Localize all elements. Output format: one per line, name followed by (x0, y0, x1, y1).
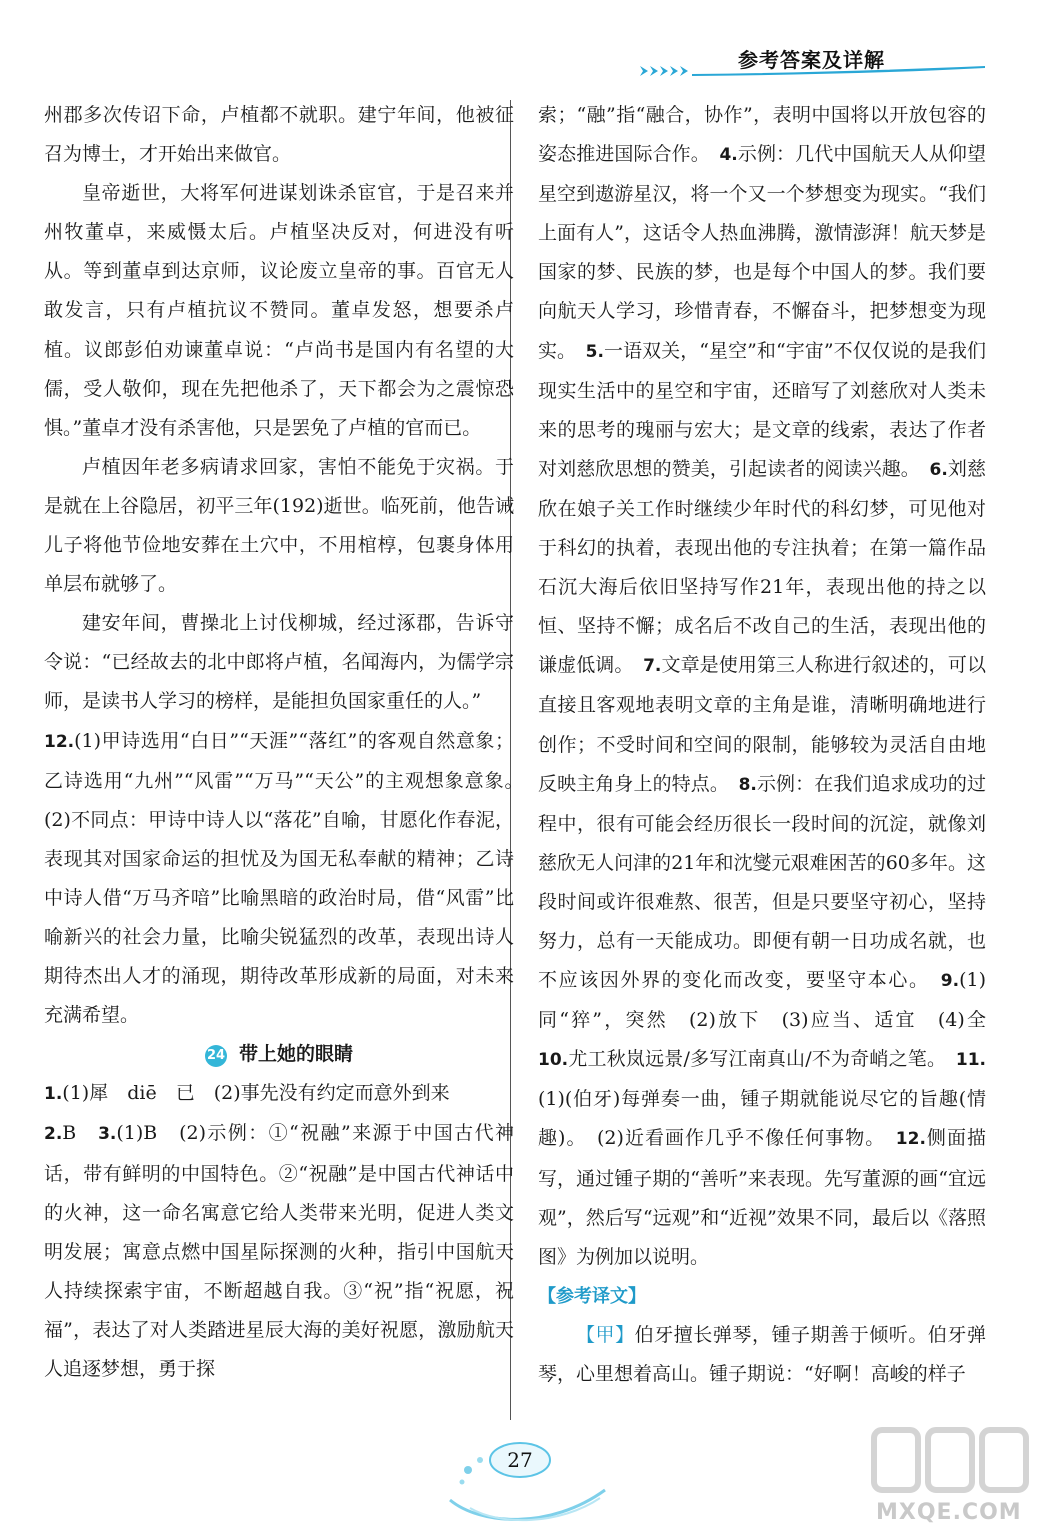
reference-translation-label: 【参考译文】 (538, 1285, 646, 1307)
answer-6-text: 刘慈欣在娘子关工作时继续少年时代的科幻梦，可见他对于科幻的执着，表现出他的专注执着；在第一篇作品石沉大海后依旧坚持写作21年，表现出他的持之以恒、坚持不懈；成名后不改自己的生活，表现出他的谦虚低调。 (538, 457, 986, 677)
answer-5-number: 5. (585, 341, 604, 362)
left-paragraph-3: 卢植因年老多病请求回家，害怕不能免于灾祸。于是就在上谷隐居，初平三年(192)逝世。临死前，他告诫儿子将他节俭地安葬在土穴中，不用棺椁，包裹身体用单层布就够了。 (44, 455, 514, 596)
answer-2-number: 2. (44, 1124, 63, 1145)
answer-1 (44, 1074, 514, 1114)
answer-3-text: (1)B (2)示例：①“祝融”来源于中国古代神话，带有鲜明的中国特色。②“祝融”是中国古代神话中的火神，这一命名寓意它给人类带来光明，促进人类文明发展；寓意点燃中国星际探测的火种，指引中国航天人持续探索宇宙，不断超越自我。③“祝”指“祝愿，祝福”，表达了对人类踏进星辰大海的美好祝愿，激励航天人追逐梦想，勇于探 (44, 1122, 514, 1380)
section-heading (44, 1035, 514, 1074)
answer-8-number: 8. (738, 774, 757, 795)
answer-7-text: 文章是使用第三人称进行叙述的，可以直接且客观地表明文章的主角是谁，清晰明确地进行创作；不受时间和空间的限制，能够较为灵活自由地反映主角身上的特点。 (538, 654, 986, 795)
answer-7-number: 7. (643, 656, 662, 677)
answer-4-number: 4. (719, 145, 738, 166)
answer-12 (44, 722, 534, 1036)
right-column (538, 96, 986, 1394)
page-number: 27 (507, 1448, 533, 1472)
translation-tag-jia: 【甲】 (576, 1323, 635, 1346)
answer-3-continued: 索；“融”指“融合，协作”，表明中国将以开放包容的姿态推进国际合作。 (538, 104, 986, 166)
answer-5-text: 一语双关，“星空”和“宇宙”不仅仅说的是我们现实生活中的星空和宇宙，还暗写了刘慈欣对人类未来的思考的瑰丽与宏大；是文章的线索，表达了作者对刘慈欣思想的赞美，引起读者的阅读兴趣。 (538, 339, 986, 480)
answer-6-number: 6. (929, 459, 948, 480)
left-paragraph-1: 州郡多次传诏下命，卢植都不就职。建宁年间，他被征召为博士，才开始出来做官。 (44, 104, 514, 166)
left-paragraph-2: 皇帝逝世，大将军何进谋划诛杀宦官，于是召来并州牧董卓，来威慑太后。卢植坚决反对，何进没有听从。等到董卓到达京师，议论废立皇帝的事。百官无人敢发言，只有卢植抗议不赞同。董卓发怒，想要杀卢植。议郎彭伯劝谏董卓说：“卢尚书是国内有名望的大儒，受人敬仰，现在先把他杀了，天下都会为之震惊恐惧。”董卓才没有杀害他，只是罢免了卢植的官而已。 (44, 182, 514, 439)
answer-10-text: 尤工秋岚远景/多写江南真山/不为奇峭之笔。 (568, 1048, 937, 1071)
answer-1-text: (1)犀 diē 已 (2)事先没有约定而意外到来 (62, 1082, 450, 1105)
answer-3-number: 3. (98, 1124, 117, 1145)
answer-12-text: (1)甲诗选用“白日”“天涯”“落红”的客观自然意象；乙诗选用“九州”“风雷”“万马”“天公”的主观想象意象。 (2)不同点：甲诗中诗人以“落花”自喻，甘愿化作春泥，表现其对国家命运的担忧及为国无私奉献的精神；乙诗中诗人借“万马齐喑”比喻黑暗的政治时局，借“风雷”比喻新兴的社会力量，比喻尖锐猛烈的改革，表现出诗人期待杰出人才的涌现，期待改革形成新的局面，对未来充满希望。 (44, 729, 534, 1027)
answer-12b-number: 12. (895, 1129, 926, 1150)
left-column (44, 96, 534, 1389)
left-paragraph-4: 建安年间，曹操北上讨伐柳城，经过涿郡，告诉守令说：“已经故去的北中郎将卢植，名闻海内，为儒学宗师，是读书人学习的榜样，是能担负国家重任的人。” (44, 612, 514, 713)
page-header (0, 0, 1051, 100)
answer-11-text: (1)(伯牙)每弹奏一曲，锺子期就能说尽它的旨趣(情趣)。 (2)近看画作几乎不像任何事物。 (538, 1088, 986, 1150)
answer-2-3 (44, 1114, 514, 1389)
answer-8-text: 示例：在我们追求成功的过程中，很有可能会经历很长一段时间的沉淀，就像刘慈欣无人问津的21年和沈燮元艰难困苦的60多年。这段时间或许很难熬、很苦，但是只要坚守初心，坚持努力，总有一天能成功。即便有朝一日功成名就，也不应该因外界的变化而改变，要坚守本心。 (538, 772, 986, 992)
section-number-badge: 24 (205, 1045, 227, 1067)
translation-paragraph (538, 1316, 986, 1394)
translation-text: 伯牙擅长弹琴，锺子期善于倾听。伯牙弹琴，心里想着高山。锺子期说：“好啊！高峻的样子 (538, 1323, 986, 1385)
answer-1-number: 1. (44, 1084, 63, 1105)
reference-translation-heading (538, 1277, 986, 1316)
watermark-text: MXQE.COM (876, 1500, 1022, 1525)
header-title: 参考答案及详解 (738, 48, 885, 72)
answer-2-text: B (62, 1122, 77, 1145)
answer-10-number: 10. (538, 1050, 569, 1071)
answer-12b-text: 侧面描写，通过锺子期的“善听”来表现。先写董源的画“宜远观”，然后写“远观”和“近视”效果不同，最后以《落照图》为例加以说明。 (538, 1127, 986, 1268)
answer-12-number: 12. (44, 731, 75, 752)
answer-9-number: 9. (940, 971, 960, 992)
answer-9-text: (1)同“猝”，突然 (2)放下 (3)应当、适宜 (4)全 (538, 969, 986, 1032)
section-title: 带上她的眼睛 (238, 1043, 353, 1066)
answer-4-text: 示例：几代中国航天人从仰望星空到遨游星汉，将一个又一个梦想变为现实。“我们上面有人”，这话令人热血沸腾，激情澎湃！航天梦是国家的梦、民族的梦，也是每个中国人的梦。我们要向航天人学习，珍惜青春，不懈奋斗，把梦想变为现实。 (538, 143, 986, 362)
answer-11-number: 11. (955, 1050, 986, 1071)
right-paragraph (538, 96, 986, 1277)
